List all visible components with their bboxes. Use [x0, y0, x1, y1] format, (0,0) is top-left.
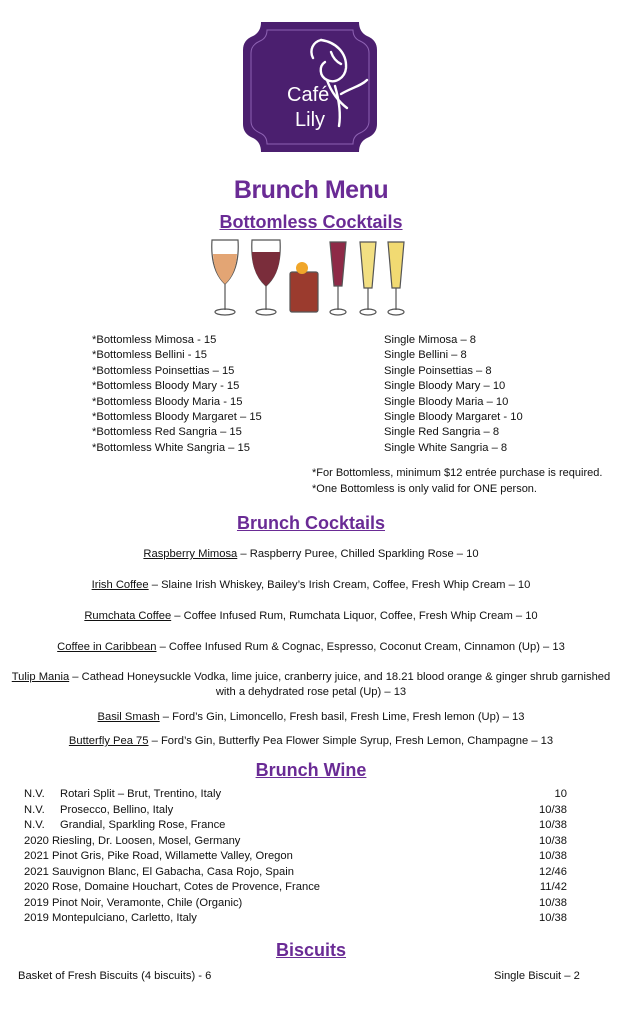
wine-row: [24, 788, 572, 804]
wine-name: 2020 Rose, Domaine Houchart, Cotes de Provence, France: [24, 881, 321, 893]
cocktail-name: Butterfly Pea 75: [68, 735, 149, 747]
cocktail-item: [0, 670, 622, 700]
wine-name: Grandial, Sparkling Rose, France: [60, 819, 226, 831]
menu-line: *Bottomless Bloody Mary - 15: [92, 380, 240, 393]
wine-vintage: N.V.: [24, 803, 45, 816]
menu-line: *Bottomless Bellini - 15: [92, 349, 208, 362]
wine-price: 10/38: [539, 912, 567, 924]
wine-price: 10/38: [539, 850, 567, 862]
biscuit-basket-item: Basket of Fresh Biscuits (4 biscuits) - 6: [18, 970, 212, 982]
cocktail-desc: – Raspberry Puree, Chilled Sparkling Rose – 10: [237, 548, 479, 560]
wine-price: 10/38: [539, 803, 567, 816]
menu-line: *Bottomless Bloody Margaret – 15: [92, 411, 262, 424]
single-biscuit-item: Single Biscuit – 2: [494, 970, 580, 982]
cocktail-desc-continued: with a dehydrated rose petal (Up) – 13: [215, 686, 407, 698]
wine-row: [24, 912, 572, 928]
wine-name: 2021 Sauvignon Blanc, El Gabacha, Casa Rojo, Spain: [24, 865, 294, 878]
cocktail-desc: – Coffee Infused Rum, Rumchata Liquor, Coffee, Fresh Whip Cream – 10: [171, 610, 538, 622]
wine-vintage: N.V.: [24, 819, 45, 831]
cocktail-item: [0, 609, 622, 624]
menu-line: Single Bloody Margaret - 10: [384, 411, 523, 424]
cocktail-item: [0, 578, 622, 593]
menu-line: *Bottomless Red Sangria – 15: [92, 426, 242, 439]
menu-line: *Bottomless Bloody Maria - 15: [92, 395, 243, 408]
menu-line: *Bottomless White Sangria – 15: [92, 441, 250, 454]
cocktail-desc: – Ford’s Gin, Butterfly Pea Flower Simple Syrup, Fresh Lemon, Champagne – 13: [148, 735, 554, 747]
cocktail-item: [0, 640, 622, 655]
single-list: [384, 333, 523, 456]
logo-line1: Café: [287, 84, 330, 106]
wine-price: 11/42: [539, 881, 567, 893]
wine-row: [24, 866, 572, 882]
cocktail-desc: – Ford’s Gin, Limoncello, Fresh basil, Fresh Lime, Fresh lemon (Up) – 13: [159, 711, 525, 723]
wine-name: 2019 Pinot Noir, Veramonte, Chile (Organic): [24, 896, 243, 909]
bottomless-note-2: *One Bottomless is only valid for ONE person.: [312, 483, 537, 495]
cocktail-name: Irish Coffee: [91, 579, 149, 591]
wine-price: 10/38: [539, 834, 567, 847]
cocktail-item: [0, 734, 622, 749]
wine-row: [24, 897, 572, 913]
bottomless-list: [92, 333, 262, 456]
wine-row: [24, 804, 572, 820]
wine-name: Prosecco, Bellino, Italy: [60, 803, 174, 816]
wine-name: Rotari Split – Brut, Trentino, Italy: [60, 788, 222, 800]
wine-price: 10/38: [539, 896, 567, 909]
wine-row: [24, 835, 572, 851]
wine-price: 10: [554, 788, 567, 800]
wine-price: 12/46: [539, 865, 567, 878]
cocktail-glasses-illustration: [208, 236, 414, 322]
wine-row: [24, 819, 572, 835]
menu-line: Single Bloody Maria – 10: [384, 395, 509, 408]
wine-row: [24, 881, 572, 897]
wine-price: 10/38: [539, 819, 567, 831]
wine-name: 2020 Riesling, Dr. Loosen, Mosel, Germany: [24, 834, 241, 847]
cocktail-desc: – Coffee Infused Rum & Cognac, Espresso, Coconut Cream, Cinnamon (Up) – 13: [156, 641, 565, 653]
biscuits-heading: Biscuits: [275, 940, 347, 960]
cocktail-name: Raspberry Mimosa: [143, 548, 238, 560]
wine-vintage: N.V.: [24, 788, 45, 800]
menu-line: Single Red Sangria – 8: [384, 426, 500, 439]
menu-line: *Bottomless Mimosa - 15: [92, 334, 217, 346]
logo-line2: Lily: [295, 109, 326, 131]
wine-name: 2021 Pinot Gris, Pike Road, Willamette Valley, Oregon: [24, 850, 293, 862]
menu-line: Single White Sangria – 8: [384, 441, 508, 454]
menu-line: Single Bellini – 8: [384, 349, 467, 362]
menu-line: Single Poinsettias – 8: [384, 364, 492, 377]
bottomless-note-1: *For Bottomless, minimum $12 entrée purchase is required.: [312, 467, 603, 479]
cocktail-item: [0, 710, 622, 725]
menu-line: Single Bloody Mary – 10: [384, 380, 506, 393]
cocktail-desc: – Slaine Irish Whiskey, Bailey’s Irish Cream, Coffee, Fresh Whip Cream – 10: [148, 579, 531, 591]
cocktail-item: [0, 547, 622, 562]
wine-name: 2019 Montepulciano, Carletto, Italy: [24, 912, 197, 924]
cocktail-desc: – Cathead Honeysuckle Vodka, lime juice, cranberry juice, and 18.21 blood orange & ginger shrub garnished: [69, 671, 611, 683]
bottomless-heading: Bottomless Cocktails: [219, 212, 403, 232]
menu-line: Single Mimosa – 8: [384, 334, 477, 346]
wine-heading: Brunch Wine: [255, 760, 367, 780]
cocktail-name: Tulip Mania: [11, 671, 70, 683]
wine-row: [24, 850, 572, 866]
cocktail-name: Rumchata Coffee: [84, 610, 172, 622]
cocktails-heading: Brunch Cocktails: [236, 513, 386, 533]
menu-line: *Bottomless Poinsettias – 15: [92, 364, 235, 377]
cocktail-name: Coffee in Caribbean: [57, 641, 157, 653]
cocktail-name: Basil Smash: [97, 711, 160, 723]
cafe-lily-logo: [243, 22, 377, 152]
page-title: Brunch Menu: [233, 176, 389, 204]
